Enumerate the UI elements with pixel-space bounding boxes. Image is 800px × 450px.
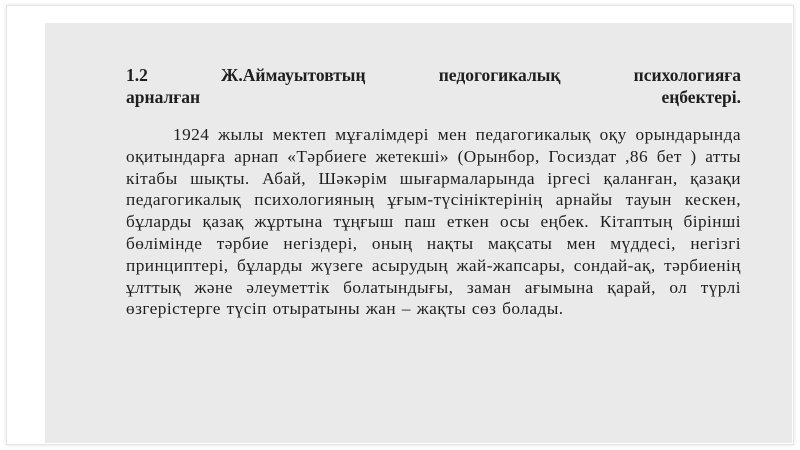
document-page <box>45 23 792 443</box>
page-content <box>126 64 741 320</box>
section-heading <box>126 64 741 108</box>
body-paragraph: 1924 жылы мектеп мұғалімдері мен педагогикалық оқу орындарында оқитындарға арнап «Тәрбиеге жетекші» (Орынбор, Госиздат ,86 бет ) атты кітабы шықты. Абай, Шәкәрім шығармаларында іргесі қаланған, қазақи педагогикалық психологияның ұғым-түсініктерінің арнайы тауын кескен, бұларды қазақ жұртына тұңғыш паш еткен осы еңбек. Кітаптың бірінші бөлімінде тәрбие негіздері, оның нақты мақсаты мен мүддесі, негізгі принциптері, бұларды жүзеге асырудың жай-жапсары, сондай-ақ, тәрбиенің ұлттық және әлеуметтік болатындығы, заман ағымына қарай, ол түрлі өзгерістерге түсіп отыратыны жан – жақты сөз болады. <box>126 125 741 319</box>
slide-frame <box>6 5 794 445</box>
section-heading-line-1: 1.2 Ж.Аймауытовтың педогогикалық психологияға <box>126 65 741 85</box>
section-heading-line-2: арналған еңбектері. <box>126 87 741 107</box>
